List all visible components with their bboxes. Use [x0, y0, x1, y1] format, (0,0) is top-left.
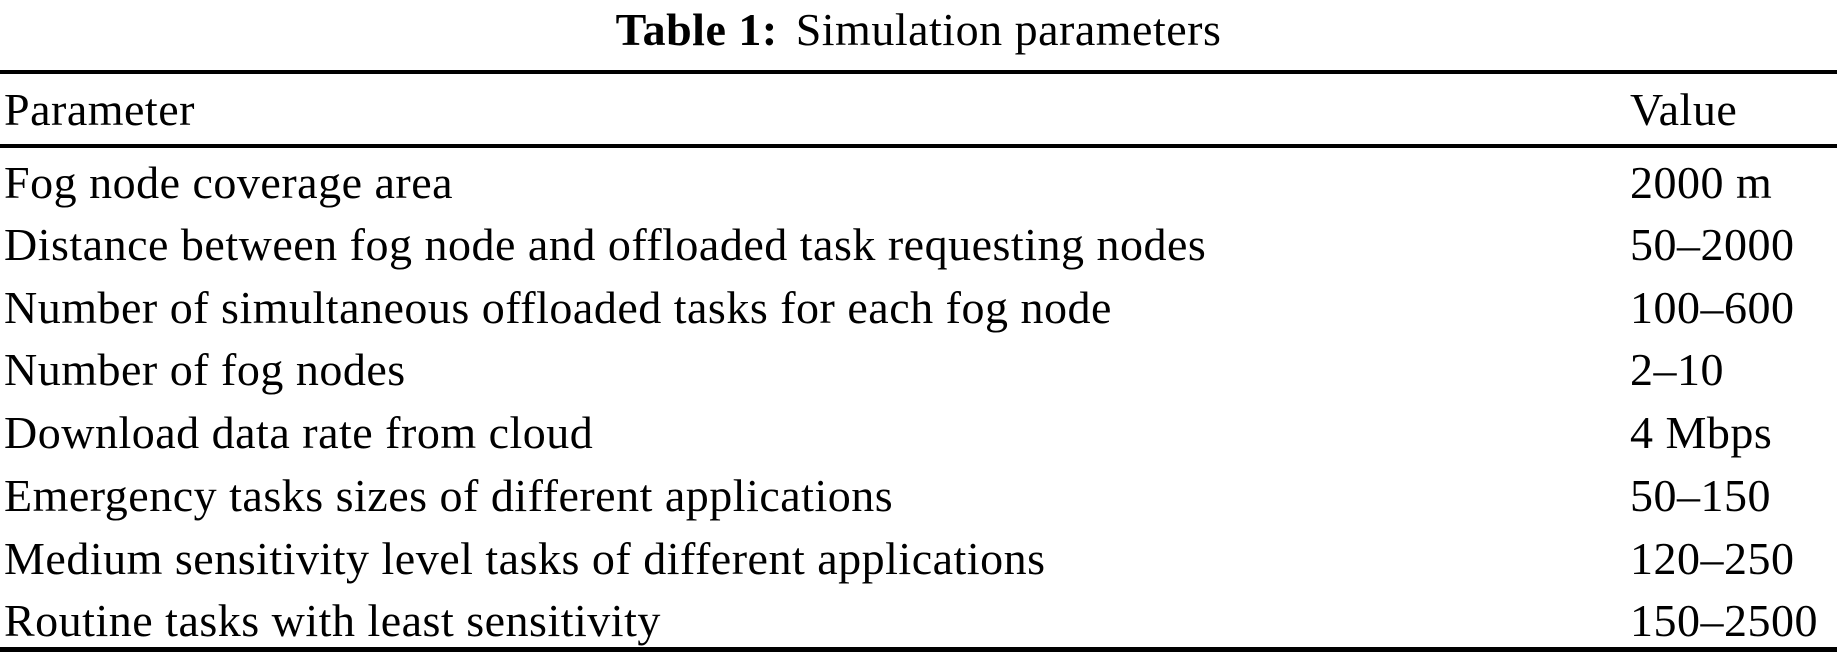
- column-header-value: Value: [1630, 72, 1837, 146]
- parameter-cell: Medium sensitivity level tasks of different applications: [4, 532, 1046, 584]
- table-caption-text: Simulation parameters: [795, 4, 1222, 55]
- value-cell: 150–2500: [1630, 586, 1837, 650]
- table-row: [0, 146, 1837, 209]
- table-row: [0, 460, 1837, 523]
- parameter-cell: Fog node coverage area: [4, 157, 454, 208]
- parameter-cell: Routine tasks with least sensitivity: [0, 586, 1630, 650]
- table-row: [0, 397, 1837, 460]
- table-row: [0, 335, 1837, 398]
- value-cell: 2000 m: [1630, 157, 1773, 208]
- parameter-cell: Number of simultaneous offloaded tasks for each fog node: [4, 281, 1112, 333]
- value-cell: 100–600: [1630, 281, 1795, 333]
- simulation-parameters-table: [0, 70, 1837, 652]
- table-caption-label: Table 1:: [615, 4, 778, 55]
- table-row: [0, 272, 1837, 335]
- table-row: [0, 209, 1837, 272]
- parameter-cell: Download data rate from cloud: [4, 407, 594, 459]
- value-cell: 4 Mbps: [1630, 407, 1773, 459]
- value-cell: 2–10: [1630, 344, 1724, 396]
- table-caption: [0, 0, 1837, 70]
- value-cell: 50–2000: [1630, 218, 1795, 270]
- header-row: [0, 72, 1837, 146]
- value-cell: 120–250: [1630, 532, 1795, 584]
- parameter-cell: Emergency tasks sizes of different applications: [4, 469, 894, 521]
- value-cell: 50–150: [1630, 469, 1771, 521]
- table-row: [0, 523, 1837, 586]
- parameter-cell: Number of fog nodes: [4, 344, 406, 396]
- parameter-cell: Distance between fog node and offloaded task requesting nodes: [4, 218, 1207, 270]
- column-header-parameter: Parameter: [0, 72, 1630, 146]
- table-row: [0, 586, 1837, 650]
